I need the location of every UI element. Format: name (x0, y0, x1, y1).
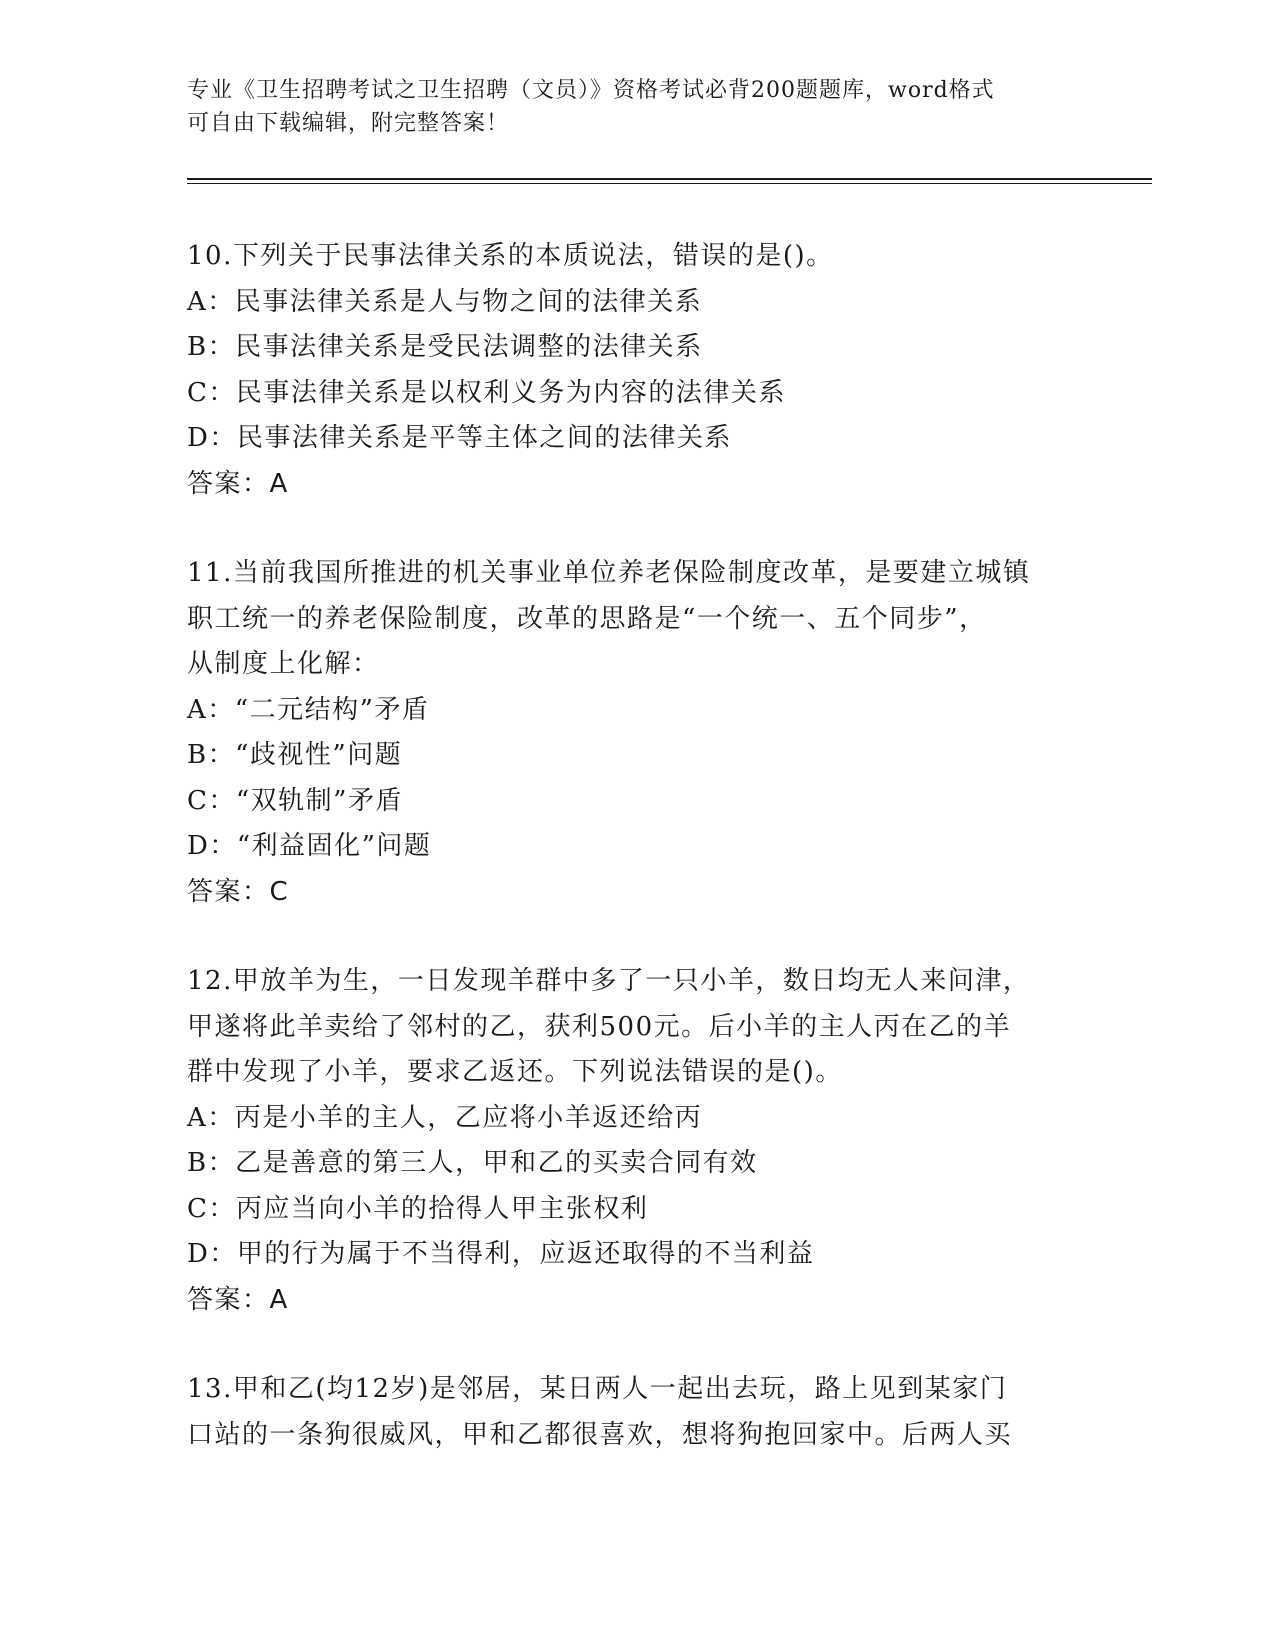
question-stem: 甲遂将此羊卖给了邻村的乙，获利500元。后小羊的主人丙在乙的羊 (187, 1011, 1012, 1042)
option-d: D：甲的行为属于不当得利，应返还取得的不当利益 (187, 1239, 815, 1269)
option-d: D：民事法律关系是平等主体之间的法律关系 (187, 423, 732, 453)
option-b: B：民事法律关系是受民法调整的法律关系 (187, 332, 703, 362)
question-stem: 13.甲和乙(均12岁)是邻居，某日两人一起出去玩，路上见到某家门 (187, 1374, 1008, 1404)
option-a: A：民事法律关系是人与物之间的法律关系 (187, 286, 703, 317)
header-divider-thin (187, 183, 1152, 184)
option-b: B：“歧视性”问题 (187, 740, 403, 770)
header-line: 专业《卫生招聘考试之卫生招聘（文员）》资格考试必背200题题库，word格式 (187, 78, 995, 103)
question-list (187, 234, 1087, 1502)
question-stem: 口站的一条狗很威风，甲和乙都很喜欢，想将狗抱回家中。后两人买 (187, 1419, 1013, 1450)
question-stem: 11.当前我国所推进的机关事业单位养老保险制度改革，是要建立城镇 (187, 558, 1031, 588)
question-stem: 10.下列关于民事法律关系的本质说法，错误的是()。 (187, 241, 834, 271)
option-a: A：丙是小羊的主人，乙应将小羊返还给丙 (187, 1102, 703, 1133)
question-stem: 12.甲放羊为生，一日发现羊群中多了一只小羊，数日均无人来问津， (187, 966, 1031, 996)
header-divider (187, 178, 1152, 180)
question-stem: 群中发现了小羊，要求乙返还。下列说法错误的是()。 (187, 1057, 843, 1087)
answer: 答案：C (187, 876, 290, 907)
question-13 (187, 1367, 1087, 1458)
question-12 (187, 959, 1087, 1323)
option-d: D：“利益固化”问题 (187, 831, 432, 861)
option-c: C：丙应当向小羊的拾得人甲主张权利 (187, 1193, 649, 1224)
document-header (187, 74, 1067, 140)
question-10 (187, 234, 1087, 507)
option-c: C：“双轨制”矛盾 (187, 785, 403, 816)
question-stem: 职工统一的养老保险制度，改革的思路是“一个统一、五个同步”， (187, 603, 987, 634)
question-stem: 从制度上化解： (187, 649, 380, 679)
answer: 答案：A (187, 1284, 289, 1315)
question-11 (187, 551, 1087, 915)
option-b: B：乙是善意的第三人，甲和乙的买卖合同有效 (187, 1148, 758, 1178)
header-line: 可自由下载编辑，附完整答案！ (187, 111, 510, 136)
option-a: A：“二元结构”矛盾 (187, 694, 430, 725)
answer: 答案：A (187, 468, 289, 499)
option-c: C：民事法律关系是以权利义务为内容的法律关系 (187, 377, 786, 408)
